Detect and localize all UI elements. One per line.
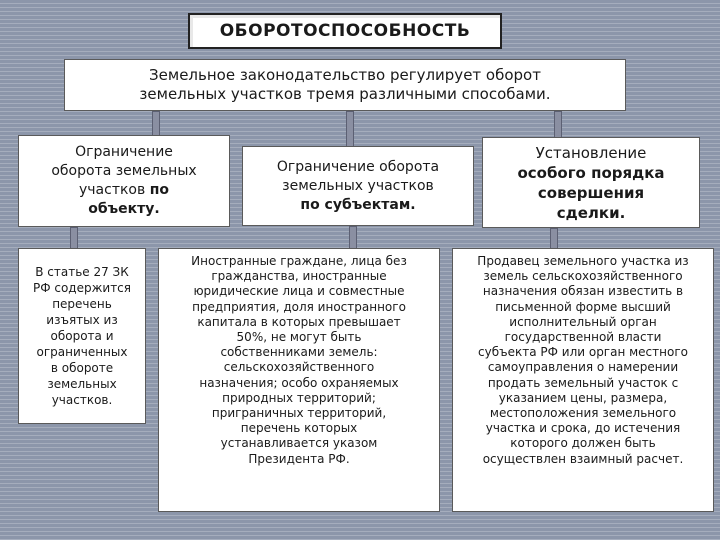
detail-subject-line: приграничных территорий, [211, 406, 387, 421]
detail-object-line: РФ содержится [32, 281, 132, 295]
detail-object-line: участков. [51, 393, 113, 407]
detail-object-line: земельных [47, 377, 117, 391]
detail-deal-line: участка и срока, до истечения [485, 421, 681, 436]
category-deal-line-3: совершения [537, 183, 645, 202]
detail-subject-line: гражданства, иностранные [211, 269, 387, 284]
category-object-box [18, 135, 230, 227]
intro-box [64, 59, 626, 111]
category-object-line-3b: по [149, 182, 169, 198]
category-object-line-1: Ограничение [75, 144, 173, 160]
detail-deal-line: указанием цены, размера, [498, 390, 668, 405]
category-object-line-3 [19, 181, 229, 200]
detail-subject-line: 50%, не могут быть [236, 330, 362, 345]
detail-object-box [18, 248, 146, 424]
detail-deal-line: назначения обязан известить в [482, 284, 684, 299]
connector-center [349, 226, 357, 250]
detail-subject-line: юридические лица и совместные [193, 284, 405, 299]
detail-subject-line: природных территорий; [222, 390, 376, 405]
detail-object-line: перечень [52, 297, 112, 311]
category-object-line-4: объекту. [88, 201, 160, 217]
connector-intro-center [346, 111, 354, 148]
category-deal-line-4: сделки. [556, 203, 626, 222]
intro-line-1: Земельное законодательство регулирует оборот [149, 66, 541, 84]
detail-deal-line: государственной власти [504, 330, 662, 345]
category-object-line-2: оборота земельных [51, 163, 197, 179]
category-subject-line-3: по субъектам. [300, 196, 416, 213]
detail-subject-line: Президента РФ. [248, 451, 350, 466]
detail-subject-line: капитала в которых превышает [197, 314, 401, 329]
detail-deal-box [452, 248, 714, 512]
category-deal-line-2: особого порядка [517, 163, 665, 182]
category-deal-line-1: Установление [535, 143, 647, 162]
page-title [188, 13, 502, 49]
detail-subject-line: собственниками земель: [220, 345, 378, 360]
detail-deal-line: земель сельскохозяйственного [483, 269, 683, 284]
connector-right [550, 228, 558, 250]
detail-object-line: В статье 27 ЗК [35, 265, 129, 279]
detail-deal-line: которого должен быть [510, 436, 656, 451]
detail-deal-line: исполнительный орган [509, 314, 657, 329]
connector-intro-left [152, 111, 160, 137]
detail-deal-line: продать земельный участок с [487, 375, 679, 390]
detail-subject-line: сельскохозяйственного [223, 360, 375, 375]
page-title-text: ОБОРОТОСПОСОБНОСТЬ [219, 21, 471, 41]
detail-subject-line: предприятия, доля иностранного [192, 299, 406, 314]
detail-object-line: в обороте [50, 361, 114, 375]
detail-deal-line: местоположения земельного [489, 406, 677, 421]
detail-subject-box [158, 248, 440, 512]
connector-intro-right [554, 111, 562, 139]
category-object-line-3a: участков [78, 182, 150, 198]
category-subject-line-1: Ограничение оборота [276, 158, 440, 175]
connector-left [70, 227, 78, 250]
category-deal-box [482, 137, 700, 228]
intro-line-2: земельных участков тремя различными способами. [139, 85, 551, 103]
detail-deal-line: письменной форме высший [495, 299, 671, 314]
detail-subject-line: перечень которых [240, 421, 358, 436]
detail-object-line: оборота и [50, 329, 114, 343]
detail-deal-line: субъекта РФ или орган местного [478, 345, 688, 360]
category-subject-line-2: земельных участков [282, 177, 434, 194]
detail-subject-line: Иностранные граждане, лица без [191, 254, 407, 268]
category-subject-box [242, 146, 474, 226]
detail-object-line: изъятых из [46, 313, 118, 327]
detail-subject-line: устанавливается указом [220, 436, 378, 451]
detail-deal-line: Продавец земельного участка из [477, 254, 689, 268]
detail-object-line: ограниченных [36, 345, 128, 359]
detail-deal-line: самоуправления о намерении [487, 360, 679, 375]
detail-subject-line: назначения; особо охраняемых [199, 375, 399, 390]
detail-deal-line: осуществлен взаимный расчет. [482, 451, 684, 466]
